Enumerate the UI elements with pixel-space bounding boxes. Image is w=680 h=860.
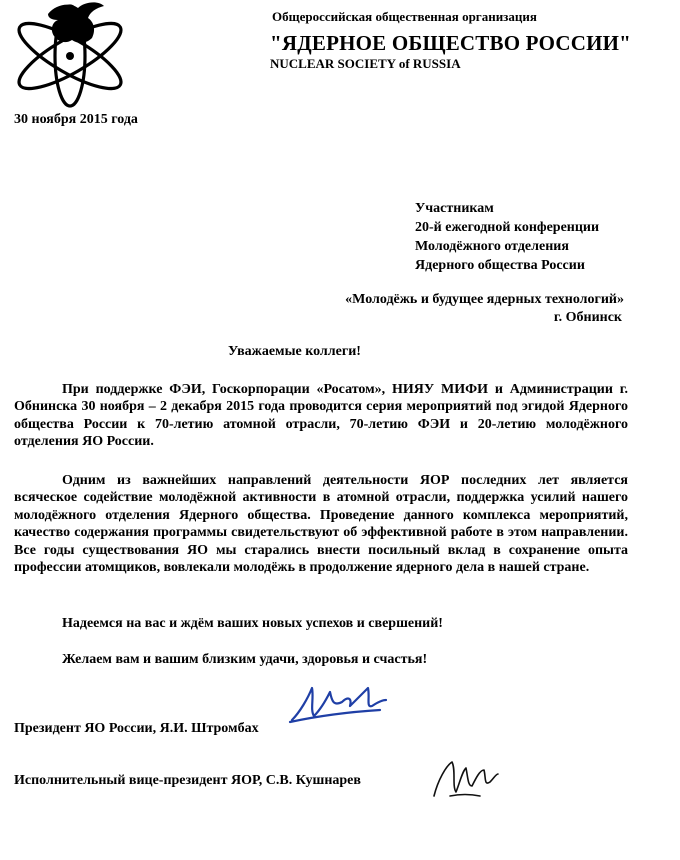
salutation: Уважаемые коллеги!	[228, 344, 361, 359]
body-paragraph: При поддержке ФЭИ, Госкорпорации «Росатом», НИЯУ МИФИ и Администрации г. Обнинска 30 ноября – 2 декабря 2015 года проводится серия мероприятий под эгидой Ядерного общества России к 70-летию атомной отрасли, 70-летию ФЭИ и 20-летию молодёжного отделения ЯО России.	[14, 382, 628, 450]
addressee-line: Молодёжного отделения	[415, 239, 569, 254]
conference-title: «Молодёжь и будущее ядерных технологий»	[345, 292, 624, 307]
org-type: Общероссийская общественная организация	[272, 9, 537, 24]
conference-city: г. Обнинск	[553, 310, 622, 325]
org-name-en: NUCLEAR SOCIETY of RUSSIA	[270, 56, 461, 71]
signatory-president: Президент ЯО России, Я.И. Штромбах	[14, 721, 259, 736]
addressee-line: Ядерного общества России	[415, 258, 585, 273]
body-paragraph: Надеемся на вас и ждём ваших новых успехов и свершений!	[62, 616, 443, 631]
body-paragraph: Желаем вам и вашим близким удачи, здоровья и счастья!	[62, 652, 428, 667]
conference-block	[345, 291, 624, 327]
addressee-block	[415, 199, 599, 275]
president-signature	[288, 676, 388, 728]
addressee-line: Участникам	[415, 201, 494, 216]
signatory-vice-president: Исполнительный вице-президент ЯОР, С.В. Кушнарев	[14, 773, 361, 788]
body-paragraph: Одним из важнейших направлений деятельности ЯОР последних лет является всяческое содействие молодёжной активности в атомной отрасли, поддержка усилий нашего молодёжного отделения Ядерного общества. Проведение данного комплекса мероприятий, качество содержания программы свидетельствуют об эффективной работе в этом направлении. Все годы существования ЯО мы старались внести посильный вклад в сохранение опыта профессии атомщиков, вовлекали молодёжь в продолжение ядерного дела в нашей стране.	[14, 473, 628, 576]
letter-date: 30 ноября 2015 года	[14, 112, 138, 127]
addressee-line: 20-й ежегодной конференции	[415, 220, 600, 235]
org-name-ru: "ЯДЕРНОЕ ОБЩЕСТВО РОССИИ"	[270, 31, 632, 55]
vice-president-signature	[430, 756, 500, 804]
nuclear-society-logo	[8, 0, 132, 108]
